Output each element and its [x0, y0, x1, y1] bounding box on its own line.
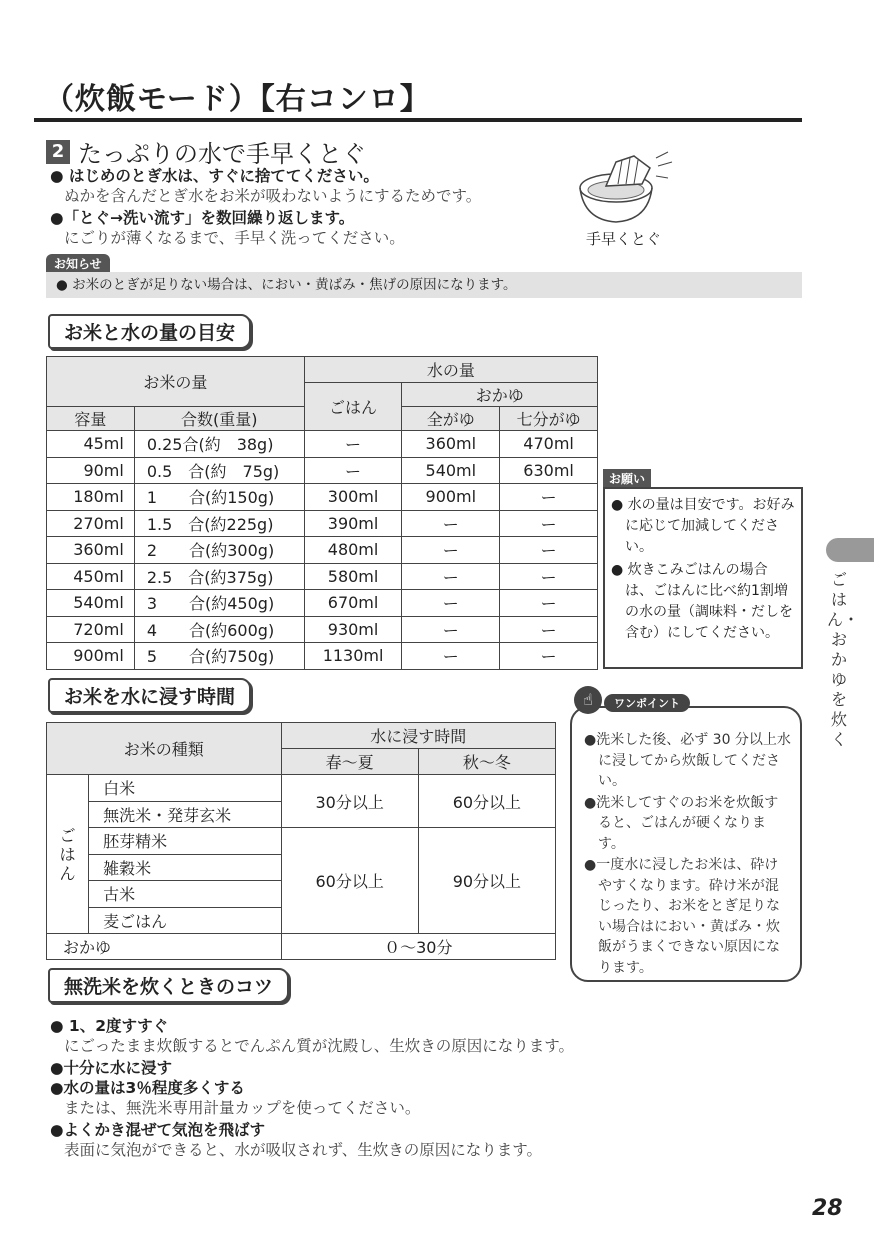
wash-bullet-1: ● はじめのとぎ水は、すぐに捨ててください。 — [50, 167, 379, 185]
table-row: 180ml 1 合(約150g) 300ml 900ml ー — [47, 484, 598, 511]
side-index-label: ごはん・おかゆを炊く — [827, 570, 860, 749]
soak-group2-spring: 60分以上 — [281, 828, 418, 934]
table-row: 900ml 5 合(約750g) 1130ml ー ー — [47, 643, 598, 670]
section-heading-water-amount: お米と水の量の目安 — [48, 314, 251, 349]
rice-type-zakkoku: 雑穀米 — [89, 854, 282, 881]
page-number: 28 — [812, 1196, 843, 1221]
table-row: 720ml 4 合(約600g) 930ml ー ー — [47, 616, 598, 643]
request-tag: お願い — [603, 469, 651, 488]
title-underline — [34, 118, 802, 122]
header-volume: 容量 — [47, 407, 135, 431]
request-box — [603, 487, 803, 669]
rice-type-hakumai: 白米 — [89, 775, 282, 802]
table-row: 45ml 0.25合(約 38g) ー 360ml 470ml — [47, 431, 598, 458]
onepoint-item-3: ●一度水に浸したお米は、砕けやすくなります。砕け米が混じったり、お米をとぎ足りない場合はにおい・黄ばみ・炊飯がうまくできない原因になります。 — [584, 857, 780, 976]
header-rice-type: お米の種類 — [47, 723, 282, 775]
header-shichibugayu: 七分がゆ — [500, 407, 598, 431]
header-autumn-winter: 秋〜冬 — [418, 749, 555, 775]
soak-okayu-time: ０〜30分 — [281, 934, 555, 960]
section-heading-musenmai-tips: 無洗米を炊くときのコツ — [48, 968, 289, 1003]
illustration-caption: 手早くとぐ — [586, 230, 662, 248]
table-row: 540ml 3 合(約450g) 670ml ー ー — [47, 590, 598, 617]
section-heading-soak-time: お米を水に浸す時間 — [48, 678, 251, 713]
rice-type-musenmai: 無洗米・発芽玄米 — [89, 801, 282, 828]
section-heading-text: たっぷりの水で手早くとぐ — [78, 140, 366, 168]
soak-group1-spring: 30分以上 — [281, 775, 418, 828]
header-gou: 合数(重量) — [134, 407, 304, 431]
table-row: 270ml 1.5 合(約225g) 390ml ー ー — [47, 510, 598, 537]
side-index-tab — [826, 538, 874, 562]
soak-group1-autumn: 60分以上 — [418, 775, 555, 828]
header-gohan: ごはん — [304, 383, 402, 431]
onepoint-box — [570, 706, 802, 982]
tip-bullet-3: ●水の量は3％程度多くする — [50, 1079, 245, 1097]
header-rice-amount: お米の量 — [47, 357, 305, 407]
wash-sub-2: にごりが薄くなるまで、手早く洗ってください。 — [64, 229, 405, 247]
wash-bullet-2: ●「とぐ→洗い流す」を数回繰り返します。 — [50, 209, 355, 227]
soak-group2-autumn: 90分以上 — [418, 828, 555, 934]
tip-bullet-4: ●よくかき混ぜて気泡を飛ばす — [50, 1121, 266, 1139]
washing-rice-illustration — [576, 150, 676, 230]
header-okayu: おかゆ — [402, 383, 598, 407]
notice-text: ● お米のとぎが足りない場合は、におい・黄ばみ・焦げの原因になります。 — [46, 272, 802, 298]
tip-bullet-1: ● 1、2度すすぐ — [50, 1017, 169, 1035]
tip-bullet-2: ●十分に水に浸す — [50, 1059, 173, 1077]
notice-tag: お知らせ — [46, 254, 110, 273]
step-number-badge: 2 — [46, 140, 70, 164]
request-item-2: ● 炊きこみごはんの場合は、ごはんに比べ約1割増の水の量（調味料・だしを含む）にしてください。 — [611, 562, 793, 641]
table-row: 360ml 2 合(約300g) 480ml ー ー — [47, 537, 598, 564]
page-title: （炊飯モード）【右コンロ】 — [44, 82, 431, 117]
header-spring-summer: 春〜夏 — [281, 749, 418, 775]
onepoint-item-2: ●洗米してすぐのお米を炊飯すると、ごはんが硬くなります。 — [584, 794, 779, 852]
water-amount-table — [46, 356, 598, 670]
onepoint-item-1: ●洗米した後、必ず 30 分以上水に浸してから炊飯してください。 — [584, 732, 791, 789]
onepoint-tag: ワンポイント — [604, 694, 690, 712]
table-row: 450ml 2.5 合(約375g) 580ml ー ー — [47, 563, 598, 590]
tip-sub-4: 表面に気泡ができると、水が吸収されず、生炊きの原因になります。 — [64, 1141, 543, 1159]
rice-type-okayu: おかゆ — [47, 934, 282, 960]
tip-sub-1: にごったまま炊飯するとでんぷん質が沈殿し、生炊きの原因になります。 — [64, 1037, 574, 1055]
rice-type-mugi: 麦ごはん — [89, 907, 282, 934]
gohan-group-label: ごはん — [47, 775, 89, 934]
rice-type-haiga: 胚芽精米 — [89, 828, 282, 855]
soak-time-table — [46, 722, 556, 960]
request-item-1: ● 水の量は目安です。お好みに応じて加減してください。 — [611, 497, 795, 555]
pointing-hand-icon: ☝ — [574, 686, 602, 714]
header-soak-time: 水に浸す時間 — [281, 723, 555, 749]
tip-sub-3: または、無洗米専用計量カップを使ってください。 — [64, 1099, 421, 1117]
header-zengayu: 全がゆ — [402, 407, 500, 431]
rice-type-komai: 古米 — [89, 881, 282, 908]
table-row: 90ml 0.5 合(約 75g) ー 540ml 630ml — [47, 457, 598, 484]
wash-sub-1: ぬかを含んだとぎ水をお米が吸わないようにするためです。 — [64, 187, 482, 205]
header-water-amount: 水の量 — [304, 357, 597, 383]
